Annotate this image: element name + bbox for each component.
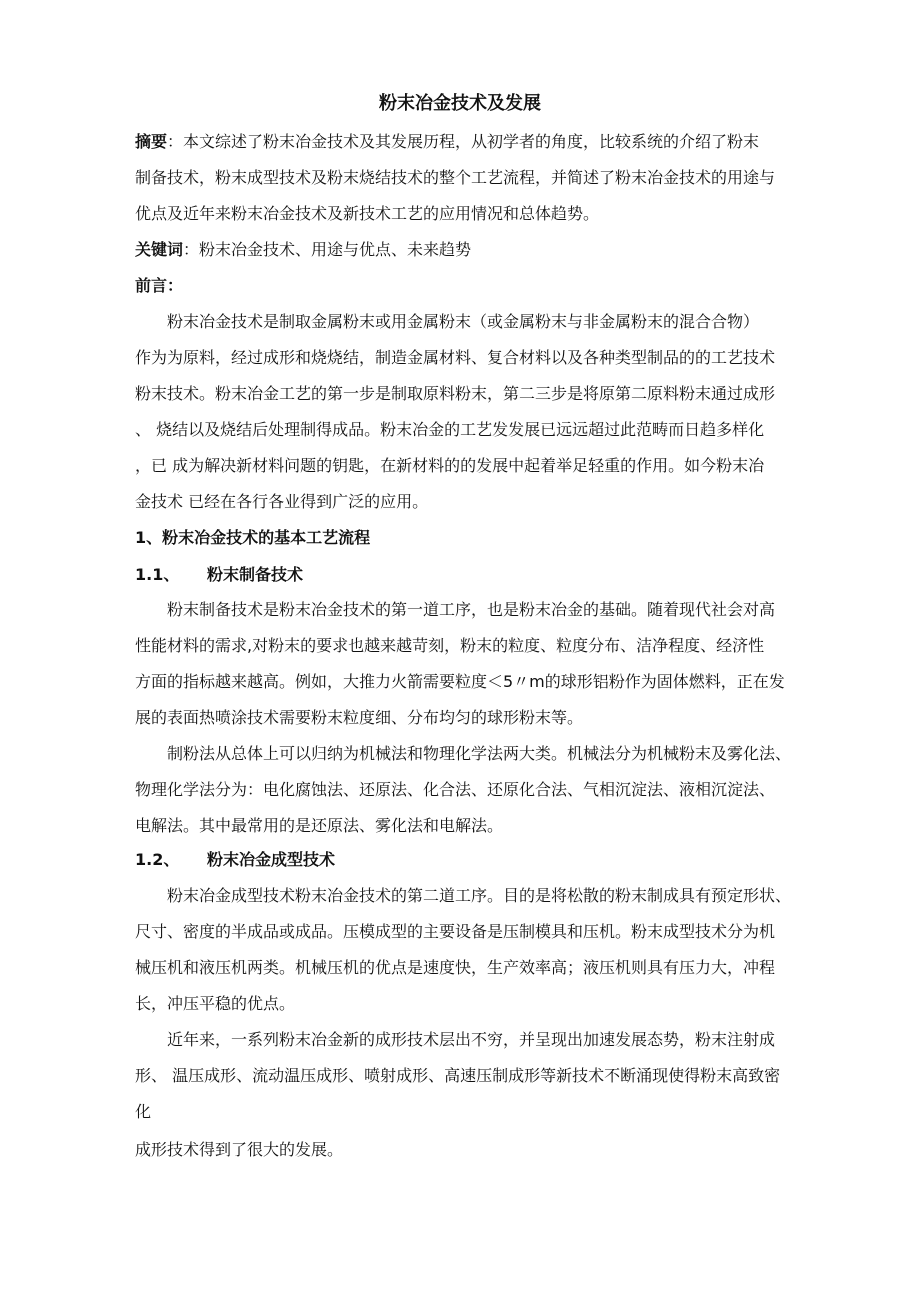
preface-heading: 前言： bbox=[135, 276, 184, 295]
paragraph-line: 物理化学法分为：电化腐蚀法、还原法、化合法、还原化合法、气相沉淀法、液相沉淀法、 bbox=[135, 780, 776, 799]
abstract-text: ：本文综述了粉末冶金技术及其发展历程，从初学者的角度，比较系统的介绍了粉末 bbox=[167, 132, 760, 151]
section-title: 粉末冶金成型技术 bbox=[207, 850, 336, 869]
abstract-line bbox=[135, 132, 759, 152]
preface-line: 作为为原料，经过成形和烧烧结，制造金属材料、复合材料以及各种类型制品的的工艺技术 bbox=[135, 348, 776, 367]
paragraph-line: 化 bbox=[135, 1102, 152, 1121]
paragraph-line: 尺寸、密度的半成品或成品。压模成型的主要设备是压制模具和压机。粉末成型技术分为机 bbox=[135, 922, 776, 941]
paragraph-line: 制粉法从总体上可以归纳为机械法和物理化学法两大类。机械法分为机械粉末及雾化法、 bbox=[167, 744, 792, 763]
paragraph-line: 成形技术得到了很大的发展。 bbox=[135, 1140, 344, 1159]
paragraph-line: 电解法。其中最常用的是还原法、雾化法和电解法。 bbox=[135, 816, 504, 835]
abstract-line: 优点及近年来粉末冶金技术及新技术工艺的应用情况和总体趋势。 bbox=[135, 204, 600, 223]
preface-line: 粉末冶金技术是制取金属粉末或用金属粉末（或金属粉末与非金属粉末的混合合物） bbox=[167, 312, 760, 331]
abstract-line: 制备技术，粉末成型技术及粉末烧结技术的整个工艺流程，并简述了粉末冶金技术的用途与 bbox=[135, 168, 776, 187]
abstract-label: 摘要 bbox=[135, 132, 168, 151]
section-1-2-heading bbox=[135, 850, 335, 870]
paragraph-line: 械压机和液压机两类。机械压机的优点是速度快，生产效率高；液压机则具有压力大，冲程 bbox=[135, 958, 776, 977]
paragraph-line: 形、 温压成形、流动温压成形、喷射成形、高速压制成形等新技术不断涌现使得粉末高致密 bbox=[135, 1066, 781, 1085]
paragraph-line: 粉末冶金成型技术粉末冶金技术的第二道工序。目的是将松散的粉末制成具有预定形状、 bbox=[167, 886, 792, 905]
paragraph-line: 性能材料的需求,对粉末的要求也越来越苛刻，粉末的粒度、粒度分布、洁净程度、经济性 bbox=[135, 636, 765, 655]
section-title: 粉末制备技术 bbox=[207, 565, 304, 584]
keywords-label: 关键词 bbox=[135, 240, 184, 259]
section-1-heading: 1、粉末冶金技术的基本工艺流程 bbox=[135, 528, 371, 547]
keywords-line bbox=[135, 240, 471, 260]
preface-line: 、 烧结以及烧结后处理制得成品。粉末冶金的工艺发发展已远远超过此范畴而日趋多样化 bbox=[135, 420, 765, 439]
keywords-text: ：粉末冶金技术、用途与优点、未来趋势 bbox=[183, 240, 472, 259]
paragraph-line: 展的表面热喷涂技术需要粉末粒度细、分布均匀的球形粉末等。 bbox=[135, 708, 584, 727]
paragraph-line: 近年来，一系列粉末冶金新的成形技术层出不穷，并呈现出加速发展态势，粉末注射成 bbox=[167, 1030, 776, 1049]
paragraph-line: 长，冲压平稳的优点。 bbox=[135, 994, 296, 1013]
preface-line: ，已 成为解决新材料问题的钥匙，在新材料的的发展中起着举足轻重的作用。如今粉末冶 bbox=[135, 456, 765, 475]
document-title: 粉末冶金技术及发展 bbox=[379, 93, 541, 114]
paragraph-line: 方面的指标越来越高。例如，大推力火箭需要粒度＜5〃m的球形铝粉作为固体燃料，正在发 bbox=[135, 672, 785, 691]
preface-line: 粉末技术。粉末冶金工艺的第一步是制取原料粉末，第二三步是将原第二原料粉末通过成形 bbox=[135, 384, 776, 403]
section-number: 1.1、 bbox=[135, 565, 180, 584]
preface-line: 金技术 已经在各行各业得到广泛的应用。 bbox=[135, 492, 429, 511]
section-number: 1.2、 bbox=[135, 850, 180, 869]
section-1-1-heading bbox=[135, 565, 303, 585]
paragraph-line: 粉末制备技术是粉末冶金技术的第一道工序，也是粉末冶金的基础。随着现代社会对高 bbox=[167, 600, 776, 619]
